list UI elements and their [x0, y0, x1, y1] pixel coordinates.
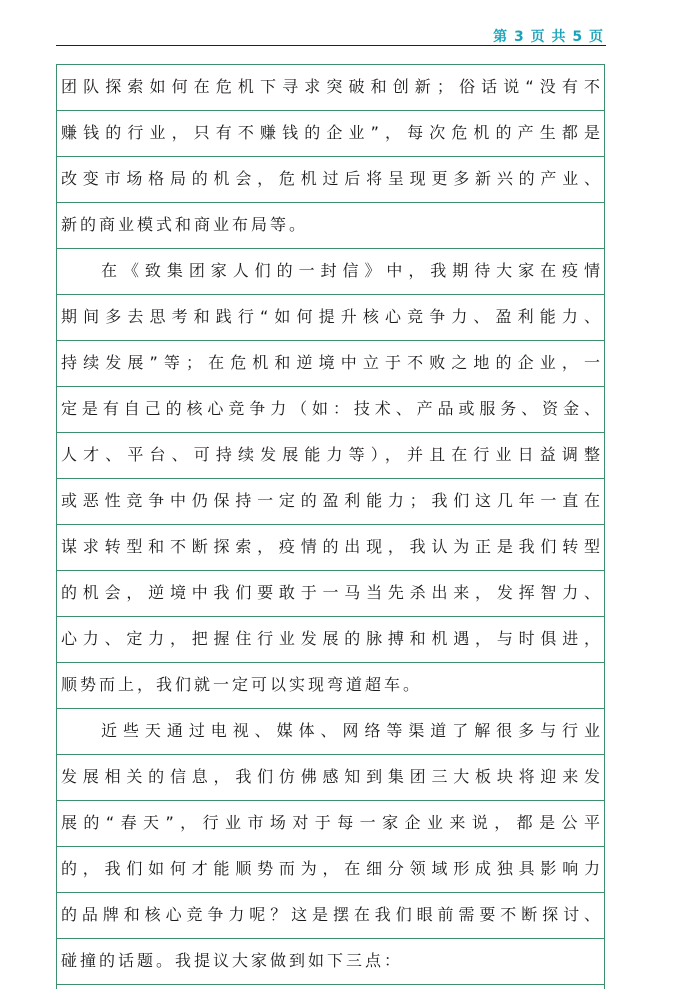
text-line: 心力、定力，把握住行业发展的脉搏和机遇，与时俱进，	[57, 617, 604, 663]
page-number: 第 3 页 共 5 页	[493, 29, 604, 45]
paragraph-start-line: 在《致集团家人们的一封信》中，我期待大家在疫情	[57, 249, 604, 295]
text-line: 展的“春天”，行业市场对于每一家企业来说，都是公平	[57, 801, 604, 847]
text-line: 碰撞的话题。我提议大家做到如下三点：	[57, 939, 604, 985]
letter-body	[56, 64, 605, 989]
text-line: 赚钱的行业，只有不赚钱的企业”，每次危机的产生都是	[57, 111, 604, 157]
text-line: 或恶性竞争中仍保持一定的盈利能力；我们这几年一直在	[57, 479, 604, 525]
text-line: 的，我们如何才能顺势而为，在细分领域形成独具影响力	[57, 847, 604, 893]
text-line: 的机会，逆境中我们要敢于一马当先杀出来，发挥智力、	[57, 571, 604, 617]
paragraph-start-line: 近些天通过电视、媒体、网络等渠道了解很多与行业	[57, 709, 604, 755]
text-line: 团队探索如何在危机下寻求突破和创新；俗话说“没有不	[57, 65, 604, 111]
header-rule	[56, 45, 606, 46]
text-line: 的品牌和核心竞争力呢？这是摆在我们眼前需要不断探讨、	[57, 893, 604, 939]
text-line: 期间多去思考和践行“如何提升核心竞争力、盈利能力、	[57, 295, 604, 341]
text-line: 顺势而上，我们就一定可以实现弯道超车。	[57, 663, 604, 709]
text-line: 新的商业模式和商业布局等。	[57, 203, 604, 249]
text-line: 改变市场格局的机会，危机过后将呈现更多新兴的产业、	[57, 157, 604, 203]
text-line: 持续发展”等；在危机和逆境中立于不败之地的企业，一	[57, 341, 604, 387]
text-line: 定是有自己的核心竞争力（如：技术、产品或服务、资金、	[57, 387, 604, 433]
text-line: 人才、平台、可持续发展能力等），并且在行业日益调整	[57, 433, 604, 479]
page-header	[0, 0, 690, 46]
text-line: 谋求转型和不断探索，疫情的出现，我认为正是我们转型	[57, 525, 604, 571]
text-line: 发展相关的信息，我们仿佛感知到集团三大板块将迎来发	[57, 755, 604, 801]
